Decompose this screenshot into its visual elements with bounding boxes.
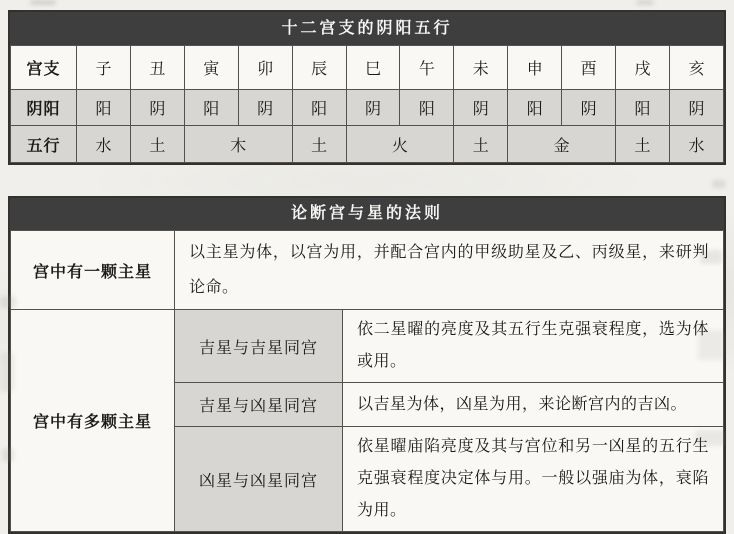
branch-cell: 辰 bbox=[292, 46, 346, 90]
row-header-yinyang: 阴阳 bbox=[11, 90, 77, 126]
rule-desc: 以主星为体，以宫为用，并配合宫内的甲级助星及乙、丙级星，来研判论命。 bbox=[175, 231, 724, 310]
yinyang-cell: 阴 bbox=[238, 90, 292, 126]
branch-cell: 亥 bbox=[669, 46, 723, 90]
scan-artifact bbox=[695, 430, 725, 446]
scan-artifact bbox=[0, 296, 16, 308]
row-header-wuxing: 五行 bbox=[11, 126, 77, 163]
table-branches-yinyang-wuxing bbox=[8, 10, 726, 165]
yinyang-cell: 阳 bbox=[292, 90, 346, 126]
yinyang-cell: 阴 bbox=[669, 90, 723, 126]
yinyang-cell: 阳 bbox=[616, 90, 670, 126]
branch-cell: 卯 bbox=[238, 46, 292, 90]
yinyang-cell: 阳 bbox=[184, 90, 238, 126]
row-header-branch: 宫支 bbox=[11, 46, 77, 90]
yinyang-cell: 阳 bbox=[400, 90, 454, 126]
yinyang-cell: 阴 bbox=[562, 90, 616, 126]
rule-desc: 依星曜庙陷亮度及其与宫位和另一凶星的五行生克强衰程度决定体与用。一般以强庙为体，衰陷为用。 bbox=[343, 427, 724, 532]
rule-row-lucky-lucky bbox=[11, 310, 724, 383]
wuxing-cell: 土 bbox=[616, 126, 670, 163]
branch-cell: 丑 bbox=[130, 46, 184, 90]
branch-cell: 巳 bbox=[346, 46, 400, 90]
branch-cell: 未 bbox=[454, 46, 508, 90]
branches-row bbox=[11, 46, 724, 90]
table2-grid bbox=[10, 230, 724, 532]
wuxing-cell: 木 bbox=[184, 126, 292, 163]
subcase-lucky-with-lucky: 吉星与吉星同宫 bbox=[175, 310, 343, 383]
scan-artifact bbox=[700, 250, 722, 264]
scan-artifact bbox=[698, 330, 724, 360]
wuxing-cell: 金 bbox=[508, 126, 616, 163]
rule-desc: 以吉星为体，凶星为用，来论断宫内的吉凶。 bbox=[343, 383, 724, 427]
branch-cell: 午 bbox=[400, 46, 454, 90]
wuxing-cell: 土 bbox=[454, 126, 508, 163]
category-single-main-star: 宫中有一颗主星 bbox=[11, 231, 175, 310]
branch-cell: 寅 bbox=[184, 46, 238, 90]
category-multiple-main-stars: 宫中有多颗主星 bbox=[11, 310, 175, 532]
rule-desc: 依二星曜的亮度及其五行生克强衰程度，选为体或用。 bbox=[343, 310, 724, 383]
branch-cell: 酉 bbox=[562, 46, 616, 90]
wuxing-row bbox=[11, 126, 724, 163]
table-palace-star-rules bbox=[8, 196, 726, 534]
wuxing-cell: 火 bbox=[346, 126, 454, 163]
yinyang-cell: 阳 bbox=[508, 90, 562, 126]
wuxing-cell: 水 bbox=[669, 126, 723, 163]
scan-artifact bbox=[0, 352, 14, 392]
table2-title: 论断宫与星的法则 bbox=[10, 198, 724, 230]
table1-title: 十二宫支的阴阳五行 bbox=[10, 12, 724, 45]
scan-artifact bbox=[712, 180, 726, 188]
branch-cell: 子 bbox=[77, 46, 131, 90]
yinyang-cell: 阴 bbox=[346, 90, 400, 126]
scan-artifact bbox=[2, 448, 14, 462]
wuxing-cell: 水 bbox=[77, 126, 131, 163]
scan-artifact bbox=[30, 0, 56, 5]
yinyang-cell: 阴 bbox=[130, 90, 184, 126]
branch-cell: 戌 bbox=[616, 46, 670, 90]
branch-cell: 申 bbox=[508, 46, 562, 90]
subcase-lucky-with-unlucky: 吉星与凶星同宫 bbox=[175, 383, 343, 427]
subcase-unlucky-with-unlucky: 凶星与凶星同宫 bbox=[175, 427, 343, 532]
scan-artifact bbox=[636, 0, 654, 5]
yinyang-cell: 阳 bbox=[77, 90, 131, 126]
rule-row-single-star bbox=[11, 231, 724, 310]
wuxing-cell: 土 bbox=[130, 126, 184, 163]
table1-grid bbox=[10, 45, 724, 163]
yinyang-cell: 阴 bbox=[454, 90, 508, 126]
wuxing-cell: 土 bbox=[292, 126, 346, 163]
yinyang-row bbox=[11, 90, 724, 126]
